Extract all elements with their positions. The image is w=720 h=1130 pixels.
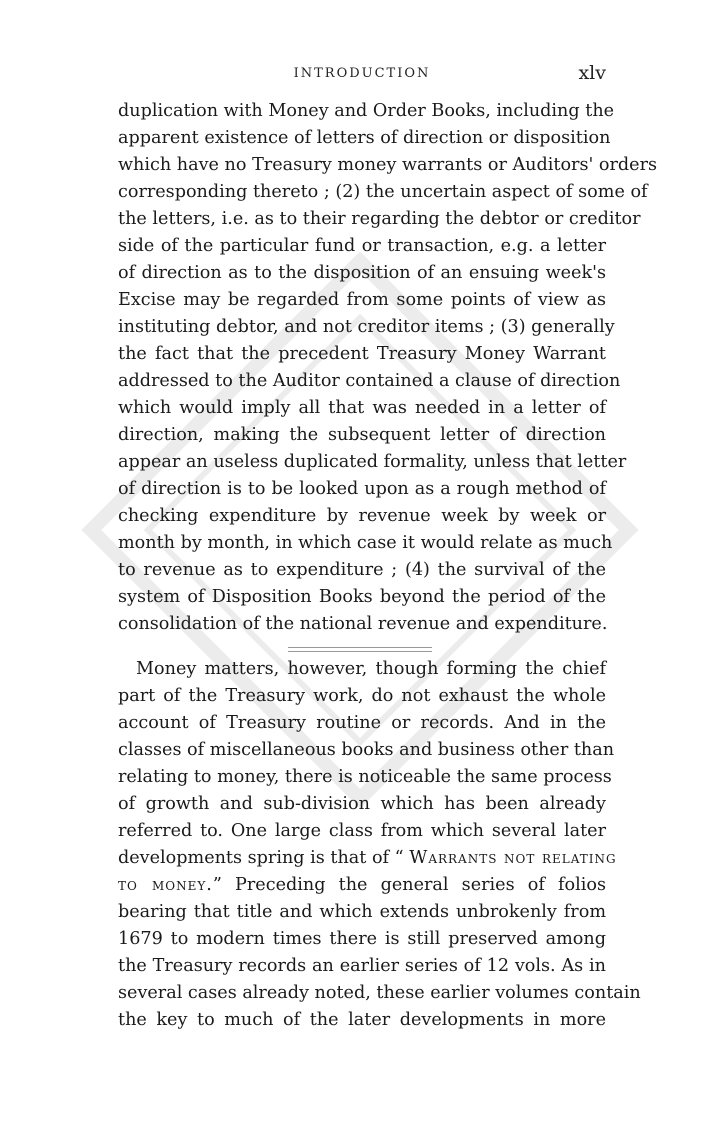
text-line: system of Disposition Books beyond the period of the (118, 587, 606, 607)
paragraph-money-matters (118, 656, 641, 1034)
text-line: appear an useless duplicated formality, unless that letter (118, 452, 627, 472)
text-line: account of Treasury routine or records. And in the (118, 713, 606, 733)
text-line: relating to money, there is noticeable the same process (118, 767, 612, 787)
text-line: part of the Treasury work, do not exhaust the whole (118, 686, 606, 706)
text-line: Excise may be regarded from some points of view as (118, 290, 606, 310)
text-line: instituting debtor, and not creditor items ; (3) generally (118, 317, 615, 337)
text-line: consolidation of the national revenue and expenditure. (118, 614, 608, 634)
text-line: the letters, i.e. as to their regarding the debtor or creditor (118, 209, 641, 229)
paragraph-continued (118, 98, 658, 638)
text-line: referred to. One large class from which several later (118, 821, 606, 841)
text-line: of direction as to the disposition of an ensuing week's (118, 263, 606, 283)
page-number: xlv (578, 62, 606, 84)
text-line: apparent existence of letters of direction or disposition (118, 128, 611, 148)
text-line: of direction is to be looked upon as a rough method of (118, 479, 606, 499)
text-run: ” Preceding the general series of folios (212, 875, 606, 895)
text-line: Money matters, however, though forming the chief (136, 659, 606, 679)
text-line: of growth and sub-division which has been already (118, 794, 606, 814)
text-line: direction, making the subsequent letter of direction (118, 425, 606, 445)
text-line: duplication with Money and Order Books, including the (118, 101, 615, 121)
text-line: checking expenditure by revenue week by week or (118, 506, 606, 526)
text-line: corresponding thereto ; (2) the uncertain aspect of some of (118, 182, 648, 202)
small-caps-run: to money. (118, 875, 213, 895)
text-line: classes of miscellaneous books and business other than (118, 740, 615, 760)
text-line: which have no Treasury money warrants or Auditors' orders (118, 155, 658, 175)
section-divider (288, 647, 432, 652)
text-line: to revenue as to expenditure ; (4) the survival of the (118, 560, 606, 580)
text-line: bearing that title and which extends unbrokenly from (118, 902, 606, 922)
text-line: the key to much of the later developments in more (118, 1010, 606, 1030)
small-caps-run: Warrants not relating (409, 848, 617, 868)
text-line: side of the particular fund or transaction, e.g. a letter (118, 236, 606, 256)
text-line: the Treasury records an earlier series of 12 vols. As in (118, 956, 606, 976)
text-line: the fact that the precedent Treasury Money Warrant (118, 344, 606, 364)
text-line: month by month, in which case it would relate as much (118, 533, 613, 553)
running-head (118, 62, 606, 86)
text-line-mixed (118, 845, 617, 872)
text-run: developments spring is that of “ (118, 848, 410, 868)
text-line: 1679 to modern times there is still preserved among (118, 929, 606, 949)
text-line: addressed to the Auditor contained a clause of direction (118, 371, 621, 391)
text-line-mixed (118, 872, 606, 899)
text-line: several cases already noted, these earlier volumes contain (118, 983, 641, 1003)
text-line: which would imply all that was needed in a letter of (118, 398, 606, 418)
running-title: INTRODUCTION (293, 66, 431, 81)
